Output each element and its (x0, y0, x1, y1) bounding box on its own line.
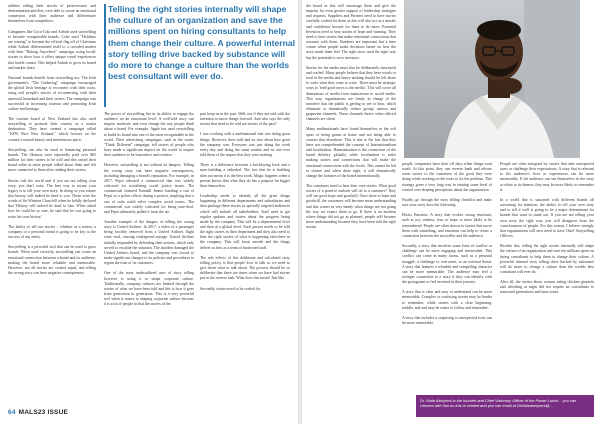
paragraph: the board as this will encourage them and give the impetus for even greater support of leadership strategies and requests. Suppliers and Partners need to have stories carefully crafted for them as this will also act as a morale and confidence booster for them to do more. Potential Investors need to hear stories of hope and winning. They need to hear stories that make emotional connections that resonate with them. Numbers are important but a time comes when people make decisions based on how the story made them feel. The right story used the right way has the potential to wow investors. (306, 4, 396, 60)
left-page (0, 0, 298, 424)
paragraph: Stories rule the world and if you are not telling your story, you don't exist. The best way to secure your legacy is to tell your own story. In doing so you ensure that history will indeed be kind to you. These were the words of Sir Winston Churchill when he boldly declared that 'History will indeed be kind to him. When asked how he could be so sure, he said that he was going to write his own history.' (8, 178, 96, 219)
paragraph: National brands benefit from storytelling too. The Irish government's "The Gathering" campaign encouraged the global Irish heritage to reconnect with their roots, using real people's stories of reconnecting with their ancestral homeland and their stories. The campaign was successful in increasing tourism and promoting Irish culture and heritage. (8, 75, 96, 111)
paragraph: The tourism board of New Zealand has also used storytelling to promote their country as a tourist destination. They have created a campaign called "100% Pure New Zealand," which focuses on the country's natural beauty and adventurous spirit. (8, 116, 96, 142)
portrait-illustration (404, 0, 580, 158)
paragraph: I was working with a multinational that was doing great things. However, their staff had no clue about how great the company was. Everyone was just doing the work every day and doing the same routine and no one ever told them of the impact that they were making. (200, 132, 290, 158)
pull-quote: Telling the right stories internally will shape the culture of an organization and save the millions spent on hiring consultants to help them change their culture. A powerful internal story telling drive backed by substance will do more to change a culture than the worlds best consultant will ever do. (108, 4, 296, 82)
paragraph: Finally, go through the story telling checklist and make sure your story does the following: (402, 197, 492, 208)
paragraph: The role effects of this deliberate and calculated story telling policy is that people love to talk so we need to give them what to talk about. The process should be so deliberate that there are times when we have bad stories put in the reverse task. What does this mean? Just like (200, 255, 290, 281)
paragraph: After all, the stories about women eating chicken gizzards and whistling at night did not require an consultants to transcend generations and time zones. (500, 280, 594, 295)
right-column-3 (500, 162, 594, 392)
paragraph: The power of storytelling lies in its ability to engage the audience on an emotional level. A well-told story can inspire, motivate, and even change the way people think about a brand. For example, Apple has used storytelling to build its brand into one of the most recognizable in the world. Their advertising campaigns, such as the iconic "Think Different" campaign, tell stories of people who have made a significant impact on the world to inspire their audience to be innovative and creative. (104, 112, 194, 158)
pull-quote-rule (104, 4, 106, 107)
page-footer (8, 409, 68, 416)
author-photo (404, 0, 580, 158)
paragraph: A story that is clear and easy to understand can be more memorable. Complex or confusing stories may be harder to remember, while stories with a clear beginning, middle, and end may be easier to follow and remember. (402, 290, 492, 310)
left-column-1 (8, 4, 96, 402)
paragraph: In a world that is saturated with different brands all screaming for attention, the ability to tell your own story and to tell it well is going to be a major determinant for brands that want to stand out. If you are not telling your own story the right way, you will disappear from the consciousness of people. For this reason, I believe strongly that organizations will now need to have Chief Storytelling Officers. (500, 197, 594, 239)
right-column-1 (306, 4, 396, 402)
paragraph: People are often intrigued by stories that take unexpected turns or challenge their expectations. A story that is relevant to the audience's lives or experiences can be more memorable. If the audience can see themselves in the story or relate to its themes, they may be more likely to remember it. (500, 162, 594, 192)
paragraph: past keep us in the past. Well, not if they are told with the intention to move things forward. And who says the only stories that need to be told are stories of the past? (200, 112, 290, 127)
paragraph: athletes telling their stories of perseverance and determination and they were able to create an emotional connection with their audience and differentiate themselves from competitors. (8, 4, 96, 24)
page-number: 64 (8, 409, 16, 416)
paragraph: Storytelling can also be used to hamstring personal brands. The Obamas were reportedly paid over $65 million for their stories to be told and this raised their brand value as more people talked about them and felt more connected to them after reading their stories. (8, 147, 96, 173)
paragraph: Elicits Emotion: A story that evokes strong emotions, such as joy, sadness, fear, or hope, is more likely to be remembered. People are often drawn to stories that move them with something, and emotions can help to create a connection between the storyteller and the audience. (402, 213, 492, 238)
paragraph: The customers need to hear their own stories. What good stories of a positive outlook will do to a customer? They will see good hope and goodwill. Once there is hope and goodwill, the customers will become more understanding and this comes in very handy when things are not going the way we expect them to go. If there is an incident where things did not go as planned, people will become more understanding because they have been told the right stories. (306, 184, 396, 230)
paragraph: Storytelling is a powerful tool that can be used to grow brands. When used correctly, storytelling can create an emotional connection between a brand and its audience, making the brand more relatable and memorable. However, not all stories are created equal, and telling the wrong story can have negative consequences. (8, 245, 96, 276)
paragraph: people, companies have their off days when things went south. At this point, they can reverse bank and release some stories to the customers of the good they were doing while working on the roots to fix the problem. This strategy gives a very long way in earning some level of control over shaping perceptions about the organization. (402, 162, 492, 192)
paragraph: A story that includes a surprising or unexpected twist can be more memorable. (402, 315, 492, 326)
paragraph: Another example of the dangers of telling the wrong story is United Airlines. In 2017, a video of a passenger being forcibly removed from a United Airlines flight went viral, causing widespread outrage. United Airlines initially responded by defending their actions, which only served to escalate the situation. The incident damaged the United Airlines brand, and the company was forced to make significant changes to its policies and procedures to regain the trust of its customers. (104, 219, 194, 266)
paragraph: The ability to tell our stories – whether as a nation, a company or a personal brand is going to be key to the success of any entity. (8, 224, 96, 240)
author-bio-box: Dr. Wale Akinyemi is the founder and Chief Visionary Officer of the Power Lunch... you can connect with him on this or related and you can email at DrWaleakinyemi@... (416, 395, 594, 417)
right-column-2 (402, 162, 492, 402)
paragraph: Stories for the media must also be deliberately structured and crafted. Many people believe that they have words or read in the media and hence nothing should be left alone to write what they want to write. There must be strategic ways to 'feed good news to the media'. This will cover all dimensions of media from mainstream to social media. This way, organizations are firmly in charge of the narrative that the public is getting to see or hear, which eliminate or dramatically reduce gossip, rumors and grapevine channels. These channels thrive when official channels are silent. (306, 65, 396, 122)
paragraph: Secondly, a story that involves some form of conflict or challenge can be more engaging and memorable. This conflict can come in many forms, such as a personal struggle, a challenge to overcome, or an external threat. A story that features a relatable and compelling character can be more memorable. The audience may feel a stronger connection to a story if they can identify with the protagonist or feel invested in their journey. (402, 244, 492, 285)
paragraph: Companies like Coca-Cola and Airbnb used storytelling to become recognizable brands. Coke used "Holidays are coming" to become the official flag off of Christmas while Airbnb differentiated itself to a crowded market with their "Belong Anywhere" campaign, using locals' stories to show how it offers unique travel experiences that hotels cannot. This helped Airbnb to grow its brand and market share. (8, 29, 96, 70)
paragraph: Many multinationals have found themselves in the soft spots of being giants at home and not being able to convert that elsewhere. This is due to the fact that they have not comprehended the concept of Internationalism and localization. Harmonization is the connection of the brand delivery globally while localization is tailor making stories and connections that will make the emotional connections with the locals. This cannot be left to chance and when done right, it will dramatically change the fortunes of the brand internationally. (306, 127, 396, 178)
left-column-3 (200, 112, 290, 402)
paragraph: There is a difference between a bricklaying hack and a man building a cathedral. The fact that he is building does not mean it is the best work. Magic happens when a person knows that what they do has a purpose far bigger than themselves. (200, 163, 290, 188)
paragraph: One of the most underutilized uses of story telling however is using it to shape corporate culture. Traditionally, company cultures are birthed through the stories of what we have been told and this is how it goes from generation to generation. This is a very powerful tool when it comes to shaping corporate culture because it is a lot of people in that the stories of the (104, 271, 194, 307)
left-column-2 (104, 112, 194, 402)
issue-label: MALS23 ISSUE (18, 409, 68, 416)
right-page (302, 0, 600, 424)
paragraph: Besides this, telling the right stories internally will shape the culture of an organization and save the millions spent on hiring consultants to help them to change their culture. A powerful internal story telling drive backed by substance will do more to change a culture than the worlds best consultant will ever do. (500, 244, 594, 274)
paragraph: Leadership needs to identify all the great things happening in different departments and subsidiaries and then package these stories in specially targeted audiences which will include all stakeholders. Staff need to get regular updates and stories about the progress being made by the company. This will be a departmental level and then at a global level. Each person needs to be told the right stories in their department and they also need to hear the right stories of what is happening elsewhere in the company. This will boost morale and the things deliver as best as a team of motivated staff. (200, 194, 290, 250)
paragraph: However, storytelling is not without its dangers. Telling the wrong story can have negative consequences, including damaging a brand's reputation. For example, in 2017, Pepsi released a commercial that was widely criticized for trivializing social justice issues. The commercial featured Kendall Jenner handing a can of Pepsi to a police officer during a protest, implying that a can of soda could solve complex social issues. The commercial was widely criticized for being tone-deaf, and Pepsi ultimately pulled it from the air. (104, 163, 194, 214)
paragraph: Secondly, stories need to be crafted for (200, 286, 261, 291)
